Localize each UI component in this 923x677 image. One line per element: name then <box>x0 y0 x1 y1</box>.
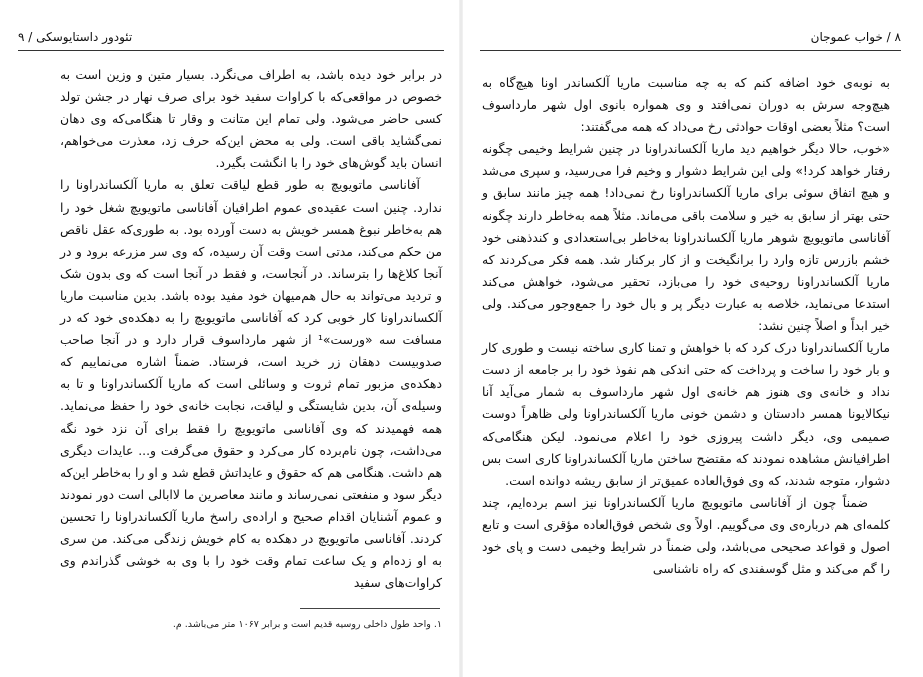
header-rule <box>18 50 444 51</box>
page-body <box>482 72 890 580</box>
footnote: ۱. واحد طول داخلی روسیه قدیم است و برابر ۱۰۶۷ متر می‌باشد. م. <box>172 619 442 630</box>
footnote-rule <box>300 608 440 609</box>
page-header: تئودور داستایوسکی / ۹ <box>18 30 133 44</box>
right-page <box>462 0 923 677</box>
page-header: ۸ / خواب عموجان <box>810 30 901 44</box>
page-body <box>60 64 442 594</box>
paragraph: آفاناسی ماتویویچ به طور قطع لیاقت تعلق به ماریا آلکساندراونا را ندارد. چنین است عقیده‌ی عموم اطرافیان آفاناسی ماتویویچ شغل خود را هم به‌خاطر نبوغ همسر خویش به دست آورده بود. به طوری‌که عقل ناقص من حکم می‌کند، مدتی است وقت آن رسیده، که وی سر مزرعه برود و در آنجا کلاغ‌ها را بترساند. در آنجاست، و فقط در آنجا است که وی بدون شک و تردید می‌تواند به حال هم‌میهان خود مفید بوده باشد. بدین مناسبت ماریا آلکساندراونا کار خوبی کرد که آفاناسی ماتویویچ را به دهکده‌ی خود که در مسافت سه «ورست»¹ از شهر ماردا‌سوف قرار دارد و در آنجا صاحب صدوبیست دهقان زر خرید است، فرستاد. ضمناً اشاره می‌نماییم که دهکده‌ی مزبور تمام ثروت و وسائلی است که ماریا آلکساندراونا و تا به وسیله‌ی آن، بدین شایستگی و لیاقت، نجابت خانه‌ی خود را حفظ می‌نماید. همه فهمیدند که وی آفاناسی ماتویویچ را فقط برای آن نزد خود نگه می‌داشت، چون نام‌برده کار می‌کرد و حقوق می‌گرفت و... عایدات دیگری هم داشت. هنگامی هم که حقوق و عایداتش قطع شد و او را به‌خاطر این‌که دیگر سود و منفعتی نمی‌رساند و مانند معاصرین ما لاابالی است دور نمودند و عموم آشنایان اقدام صحیح و اراده‌ی راسخ ماریا آلکساندراونا را تحسین کردند. آفاناسی ماتویویچ در دهکده به کام خویش زندگی می‌کند. من سری به او زده‌ام و یک ساعت تمام وقت خود را با وی به خوشی گذراندم وی کراوات‌های سفید <box>60 177 442 591</box>
paragraph: در برابر خود دیده باشد، به اطراف می‌نگرد. بسیار متین و وزین است به خصوص در مواقعی‌که با کراوات سفید خود برای صرف نهار در جشن تولد کسی حاضر می‌شود. ولی تمام این متانت و وقار تا هنگامی‌که وی دهان نمی‌گشاید باقی است. ولی به محض این‌که حرف زد، معذرت می‌خواهم، انسان باید گوش‌های خود را با انگشت بگیرد. <box>60 67 442 171</box>
header-rule <box>480 50 901 51</box>
paragraph: ماریا آلکساندراونا درک کرد که با خواهش و تمنا کاری ساخته نیست و طوری کار و بار خود را ساخت و پرداخت که حتی اندکی هم نفوذ خود را بر جامعه از دست نداد و خانه‌ی وی هنوز هم خانه‌ی اول شهر ماردا‌سوف به شمار می‌آید آنا نیکالایونا همسر دادستان و دشمن خونی ماریا آلکساندراونا ولی ظاهراً دوست صمیمی وی، دیگر داشت پیروزی خود را اعلام می‌نمود. لیکن هنگامی‌که اطرافیانش مشاهده نمودند که مقتضح ساختن ماریا آلکساندراونا کاری است بس دشوار، متوجه شدند، که وی فوق‌العاده عمیق‌تر از سابق ریشه دوانده است. <box>482 340 890 488</box>
paragraph: به نوبه‌ی خود اضافه کنم که به چه مناسبت ماریا آلکساندر اونا هیچ‌گاه به هیچ‌وجه سرش به دوران نمی‌افتد و وی همواره بانوی اول شهر ماردا‌سوف است؟ مثلاً بعضی اوقات حوادثی رخ می‌داد که همه می‌گفتند: <box>482 75 890 135</box>
paragraph: «خوب، حالا دیگر خواهیم دید ماریا آلکساندراونا در چنین شرایط وخیمی چگونه رفتار خواهد کرد!» ولی این شرایط دشوار و وخیم فرا می‌رسید، و سپری می‌شد و هیچ اتفاق سوئی برای ماریا آلکساندراونا رخ نمی‌داد! همه چیز مانند سابق و حتی بهتر از سابق به خیر و سلامت باقی می‌ماند. مثلاً همه به‌خاطر دارند چگونه آفاناسی ماتویویچ شوهر ماریا آلکساندراونا به‌خاطر بی‌استعدادی و کندذهنی خود خشم بازرس تازه وارد را برانگیخت و از کار برکنار شد. همه فکر می‌کردند که ماریا آلکساندراونا روحیه‌ی خود را می‌بازد، تحقیر می‌شود، خواهش می‌کند استدعا می‌نماید، خلاصه به عبارت دیگر پر و بال خود را جمع‌وجور می‌کند. ولی خیر ابداً و اصلاً چنین نشد: <box>482 141 890 334</box>
paragraph: ضمناً چون از آفاناسی ماتویویچ ماریا آلکساندراونا نیز اسم برده‌ایم، چند کلمه‌ای هم درباره‌ی وی می‌گوییم. اولاً وی شخص فوق‌العاده مؤقری است و تابع اصول و قواعد صحیحی می‌باشد، ولی ضمناً در شرایط وخیمی دست و پای خود را گم می‌کند و مثل گوسفندی که راه ناشناسی <box>482 494 890 577</box>
